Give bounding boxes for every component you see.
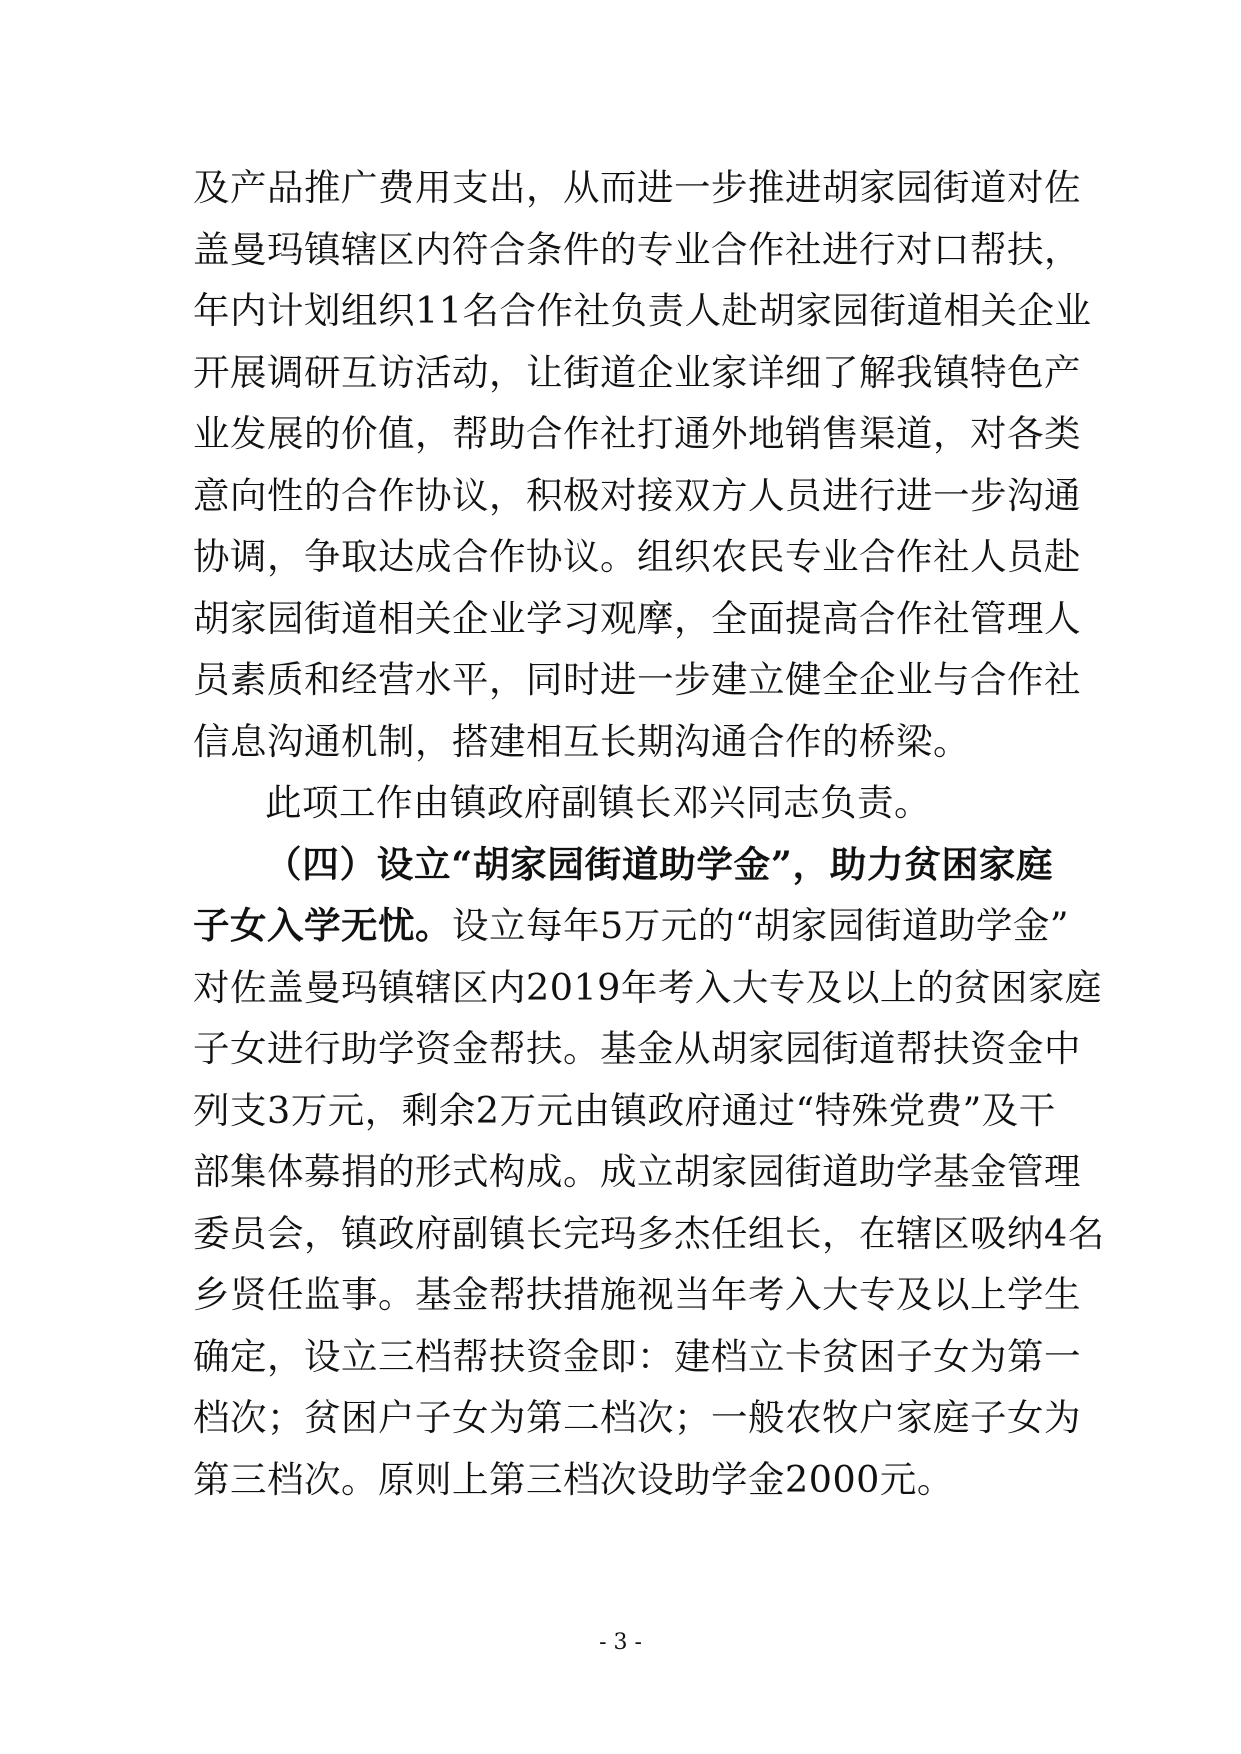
text-line: 员素质和经营水平，同时进一步建立健全企业与合作社 [193, 658, 1081, 701]
text-line: 确定，设立三档帮扶资金即：建档立卡贫困子女为第一 [193, 1334, 1081, 1378]
section-text: 设立每年5万元的“胡家园街道助学金” [452, 904, 1070, 947]
section-4 [193, 834, 1105, 1511]
section-heading: （四）设立“胡家园街道助学金”，助力贫困家庭 [265, 842, 1053, 886]
text-line: 盖曼玛镇辖区内符合条件的专业合作社进行对口帮扶， [193, 227, 1081, 271]
text-line: 及产品推广费用支出，从而进一步推进胡家园街道对佐 [193, 166, 1081, 209]
text-line: 业发展的价值，帮助合作社打通外地销售渠道，对各类 [193, 412, 1081, 455]
text-line: 信息沟通机制，搭建相互长期沟通合作的桥梁。 [193, 719, 970, 763]
section-heading-end: 子女入学无忧。 [193, 904, 452, 947]
text-line: 档次；贫困户子女为第二档次；一般农牧户家庭子女为 [193, 1396, 1081, 1439]
text-line: 委员会，镇政府副镇长完玛多杰任组长，在辖区吸纳4名 [193, 1211, 1105, 1255]
text-line [193, 895, 1070, 957]
text-line: 对佐盖曼玛镇辖区内2019年考入大专及以上的贫困家庭 [193, 965, 1102, 1009]
text-line: 年内计划组织11名合作社负责人赴胡家园街道相关企业 [193, 289, 1092, 332]
responsibility-line: 此项工作由镇政府副镇长邓兴同志负责。 [265, 781, 931, 824]
text-line: 开展调研互访活动，让街道企业家详细了解我镇特色产 [193, 350, 1081, 394]
text-line: 胡家园街道相关企业学习观摩，全面提高合作社管理人 [193, 596, 1081, 640]
body-text [193, 157, 1105, 1510]
text-line: 部集体募捐的形式构成。成立胡家园街道助学基金管理 [193, 1150, 1081, 1193]
text-line: 协调，争取达成合作协议。组织农民专业合作社人员赴 [193, 535, 1081, 578]
text-line: 子女进行助学资金帮扶。基金从胡家园街道帮扶资金中 [193, 1027, 1081, 1070]
text-line: 列支3万元，剩余2万元由镇政府通过“特殊党费”及干 [193, 1088, 1056, 1132]
paragraph [193, 157, 1092, 772]
text-line: 意向性的合作协议，积极对接双方人员进行进一步沟通 [193, 473, 1081, 517]
page-number: - 3 - [599, 1630, 642, 1655]
text-line: 乡贤任监事。基金帮扶措施视当年考入大专及以上学生 [193, 1273, 1081, 1316]
text-line: 第三档次。原则上第三档次设助学金2000元。 [193, 1457, 954, 1501]
paragraph [193, 772, 1053, 834]
